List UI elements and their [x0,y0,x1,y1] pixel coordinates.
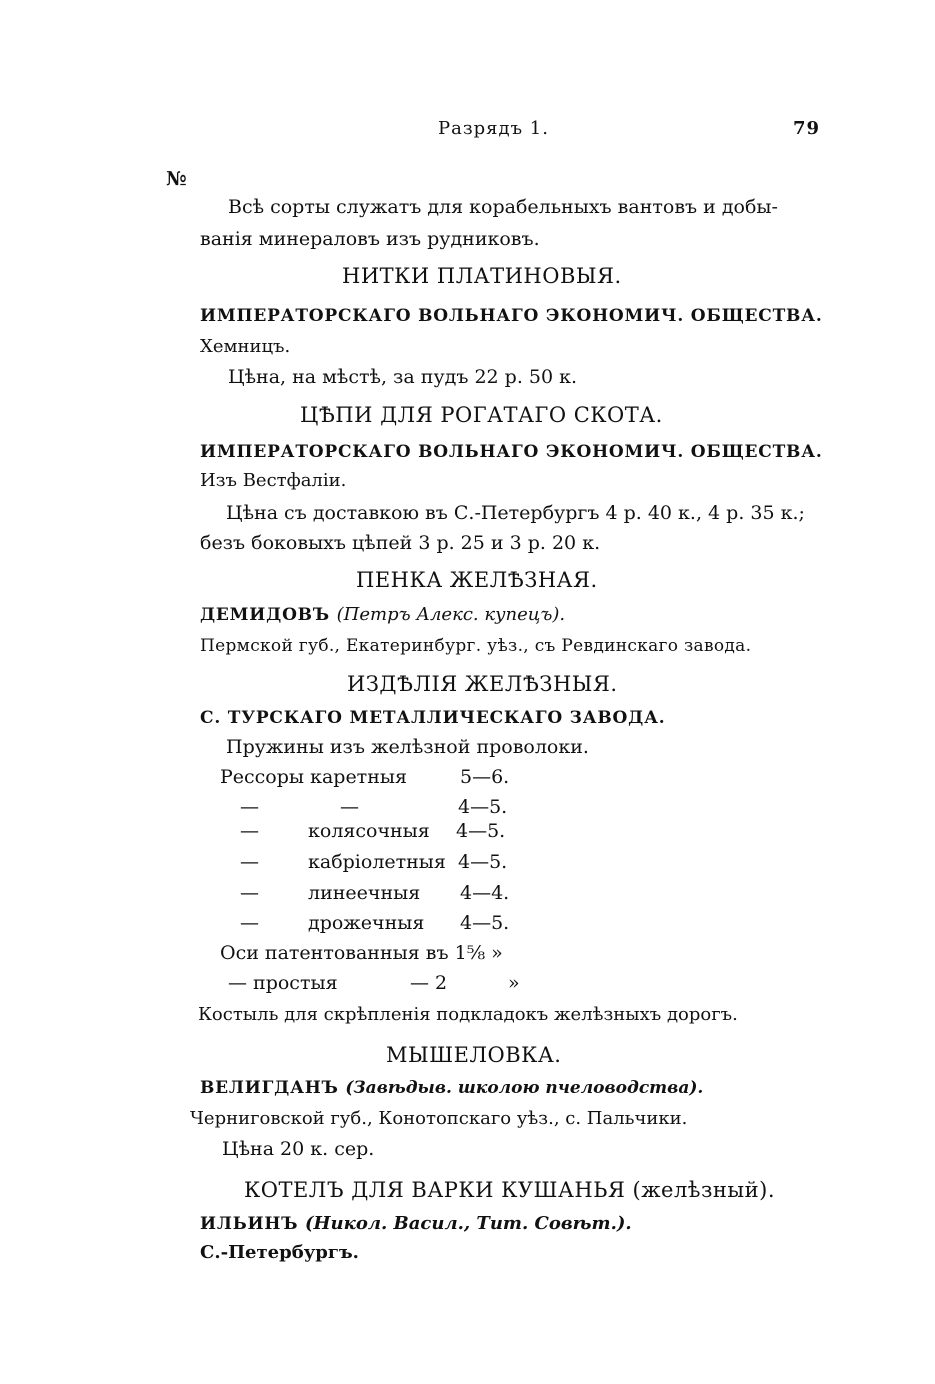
place-westphalia: Изъ Вестфаліи. [200,470,347,491]
heading-iron-products: ИЗДѢЛІЯ ЖЕЛѢЗНЫЯ. [347,672,618,696]
springs-row-type: кабріолетныя [308,851,446,873]
heading-iron-foam: ПЕНКА ЖЕЛѢЗНАЯ. [356,568,598,592]
running-header: Разрядъ 1. [438,118,549,139]
maker-veligdan-note: (Завѣдыв. школою пчеловодства). [345,1078,704,1098]
springs-row-value: 4—5. [460,912,510,934]
springs-row-dash: — [240,912,259,934]
heading-platinum-threads: НИТКИ ПЛАТИНОВЫЯ. [342,264,622,288]
springs-row-value: 4—5. [458,851,508,873]
maker-economic-society-1: ИМПЕРАТОРСКАГО ВОЛЬНАГО ЭКОНОМИЧ. ОБЩЕСТВА. [200,306,823,326]
maker-demidov-line [200,606,565,624]
heading-cattle-chains: ЦѢПИ ДЛЯ РОГАТАГО СКОТА. [300,403,663,427]
axles-patented: Оси патентованныя въ 1⅝ » [220,942,503,964]
springs-subheading: Пружины изъ желѣзной проволоки. [226,736,589,758]
maker-economic-society-2: ИМПЕРАТОРСКАГО ВОЛЬНАГО ЭКОНОМИЧ. ОБЩЕСТВА. [200,442,823,462]
heading-mousetrap: МЫШЕЛОВКА. [386,1043,562,1067]
price-chains-2: безъ боковыхъ цѣпей 3 р. 25 и 3 р. 20 к. [200,532,601,554]
axles-simple-value: — 2 [410,972,448,994]
maker-tursk-works: С. ТУРСКАГО МЕТАЛЛИЧЕСКАГО ЗАВОДА. [200,708,666,728]
place-perm: Пермской губ., Екатеринбург. уѣз., съ Ревдинскаго завода. [200,636,752,656]
maker-ilyin-note: (Никол. Васил., Тит. Совѣт.). [305,1213,632,1234]
springs-row-value: 4—5. [456,820,506,842]
springs-row-dash: — [240,882,259,904]
place-chemnitz: Хемницъ. [200,336,291,357]
springs-row-value: 4—5. [458,796,508,818]
intro-line-1: Всѣ сорты служатъ для корабельныхъ вантовъ и добы- [228,196,778,218]
maker-demidov: ДЕМИДОВЪ [200,605,330,625]
price-chains-1: Цѣна съ доставкою въ С.-Петербургъ 4 р. 40 к., 4 р. 35 к.; [226,502,805,524]
page-number: 79 [793,118,821,139]
springs-row-dash: — [240,796,259,818]
heading-cooking-kettle: КОТЕЛЪ ДЛЯ ВАРКИ КУШАНЬЯ (желѣзный). [244,1178,775,1202]
price-mousetrap: Цѣна 20 к. сер. [222,1138,375,1160]
maker-demidov-note: (Петръ Алекс. купецъ). [336,604,566,625]
springs-row-label: Рессоры каретныя [220,766,407,788]
axles-simple-label: — простыя [228,972,338,994]
springs-row-type: — [340,796,359,818]
maker-ilyin-line [200,1215,632,1233]
springs-row-type: дрожечныя [308,912,425,934]
springs-row-type: линеечныя [308,882,421,904]
intro-line-2: ванія минераловъ изъ рудниковъ. [200,228,540,250]
price-platinum: Цѣна, на мѣстѣ, за пудъ 22 р. 50 к. [228,366,578,388]
maker-ilyin: ИЛЬИНЪ [200,1214,299,1234]
springs-row-value: 4—4. [460,882,510,904]
springs-row-dash: — [240,820,259,842]
maker-veligdan-line [200,1080,703,1097]
springs-row-value: 5—6. [460,766,510,788]
rail-crutch: Костыль для скрѣпленія подкладокъ желѣзныхъ дорогъ. [198,1004,738,1025]
springs-row-dash: — [240,851,259,873]
place-st-petersburg: С.-Петербургъ. [200,1242,359,1263]
numero-sign: № [166,168,187,190]
place-chernigov: Черниговской губ., Конотопскаго уѣз., с. Пальчики. [190,1108,688,1129]
axles-simple-mark: » [508,972,520,994]
springs-row-type: колясочныя [308,820,430,842]
maker-veligdan: ВЕЛИГДАНЪ [200,1078,339,1098]
